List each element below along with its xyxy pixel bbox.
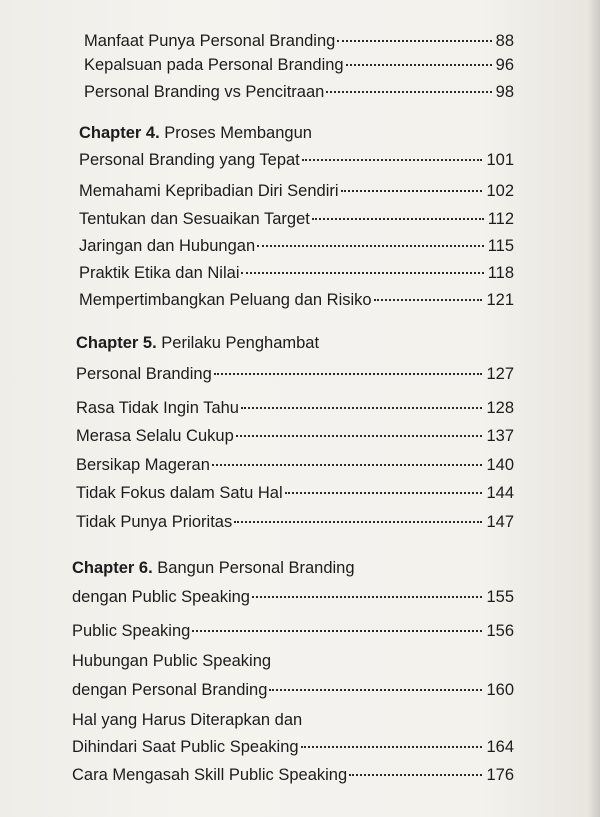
toc-entry-page: 102 <box>486 182 514 200</box>
toc-entry <box>84 55 514 75</box>
chapter-label: Chapter 6. <box>72 559 153 577</box>
chapter-heading <box>79 123 312 143</box>
toc-entry-page: 128 <box>486 399 514 417</box>
dot-leader <box>301 746 483 748</box>
toc-entry <box>76 426 514 446</box>
toc-entry-title: dengan Public Speaking <box>72 588 250 606</box>
chapter-label: Chapter 4. <box>79 124 160 142</box>
toc-entry <box>79 236 514 256</box>
toc-entry-page: 88 <box>495 32 514 50</box>
chapter-title: Proses Membangun <box>164 124 312 142</box>
dot-leader <box>269 689 482 691</box>
toc-entry-page: 101 <box>486 151 514 169</box>
toc-entry-title: Kepalsuan pada Personal Branding <box>84 56 344 74</box>
toc-entry <box>76 455 514 475</box>
toc-entry-page: 156 <box>486 622 514 640</box>
dot-leader <box>285 492 483 494</box>
dot-leader <box>212 464 483 466</box>
toc-entry <box>76 512 514 532</box>
dot-leader <box>326 91 491 93</box>
dot-leader <box>214 373 483 375</box>
toc-entry-title: Dihindari Saat Public Speaking <box>72 738 299 756</box>
toc-entry-title: Merasa Selalu Cukup <box>76 427 234 445</box>
toc-entry-title: Tidak Punya Prioritas <box>76 513 233 531</box>
toc-entry-title: Bersikap Mageran <box>76 456 210 474</box>
toc-entry <box>72 621 514 641</box>
dot-leader <box>252 596 482 598</box>
toc-entry-page: 140 <box>486 456 514 474</box>
toc-entry-title: Rasa Tidak Ingin Tahu <box>76 399 239 417</box>
page-edge-shadow <box>588 0 600 817</box>
toc-entry <box>76 483 514 503</box>
dot-leader <box>241 407 482 409</box>
toc-entry <box>72 587 514 607</box>
toc-entry-title: Hal yang Harus Diterapkan dan <box>72 711 303 729</box>
toc-entry-page: 115 <box>487 237 514 255</box>
dot-leader <box>192 630 482 632</box>
toc-entry-title: Mempertimbangkan Peluang dan Risiko <box>79 291 372 309</box>
dot-leader <box>337 40 491 42</box>
toc-entry-title-line <box>72 710 302 730</box>
toc-entry-title: Memahami Kepribadian Diri Sendiri <box>79 182 339 200</box>
toc-entry <box>79 209 514 229</box>
toc-entry-page: 144 <box>486 484 514 502</box>
toc-entry <box>72 737 514 757</box>
toc-entry <box>72 680 514 700</box>
toc-entry-title: Personal Branding vs Pencitraan <box>84 83 325 101</box>
dot-leader <box>302 159 483 161</box>
toc-entry-title: Tentukan dan Sesuaikan Target <box>79 210 310 228</box>
toc-entry <box>79 263 514 283</box>
dot-leader <box>312 218 484 220</box>
dot-leader <box>341 190 483 192</box>
chapter-heading <box>76 333 319 353</box>
chapter-title: Perilaku Penghambat <box>161 334 320 352</box>
toc-entry-title-line <box>72 651 271 671</box>
toc-entry-page: 121 <box>486 291 514 309</box>
toc-entry-page: 164 <box>486 738 514 756</box>
toc-entry-page: 112 <box>487 210 514 228</box>
dot-leader <box>374 299 483 301</box>
toc-entry-title: Tidak Fokus dalam Satu Hal <box>76 484 283 502</box>
toc-entry-page: 176 <box>486 766 514 784</box>
dot-leader <box>257 245 484 247</box>
chapter-title: Bangun Personal Branding <box>157 559 355 577</box>
toc-entry-title: Praktik Etika dan Nilai <box>79 264 240 282</box>
toc-entry-page: 160 <box>486 681 514 699</box>
toc-entry <box>79 290 514 310</box>
chapter-label: Chapter 5. <box>76 334 157 352</box>
toc-entry-page: 155 <box>486 588 514 606</box>
chapter-heading <box>72 558 355 578</box>
dot-leader <box>234 521 482 523</box>
toc-entry <box>76 398 514 418</box>
dot-leader <box>241 272 483 274</box>
toc-entry-page: 96 <box>495 56 514 74</box>
toc-entry-title: Personal Branding <box>76 365 212 383</box>
toc-entry-page: 147 <box>486 513 514 531</box>
dot-leader <box>349 774 482 776</box>
toc-entry-title: dengan Personal Branding <box>72 681 268 699</box>
toc-entry <box>72 765 514 785</box>
toc-entry-page: 98 <box>495 83 514 101</box>
dot-leader <box>346 64 492 66</box>
toc-entry-page: 118 <box>487 264 514 282</box>
toc-entry <box>76 364 514 384</box>
toc-entry-page: 137 <box>486 427 514 445</box>
toc-entry-title: Manfaat Punya Personal Branding <box>84 32 336 50</box>
toc-entry <box>79 150 514 170</box>
toc-entry-page: 127 <box>486 365 514 383</box>
toc-entry-title: Public Speaking <box>72 622 191 640</box>
toc-entry-title: Hubungan Public Speaking <box>72 652 272 670</box>
dot-leader <box>236 435 483 437</box>
toc-entry-title: Cara Mengasah Skill Public Speaking <box>72 766 348 784</box>
toc-entry-title: Personal Branding yang Tepat <box>79 151 300 169</box>
toc-entry-title: Jaringan dan Hubungan <box>79 237 256 255</box>
toc-entry <box>79 181 514 201</box>
toc-entry <box>84 31 514 51</box>
toc-entry <box>84 82 514 102</box>
